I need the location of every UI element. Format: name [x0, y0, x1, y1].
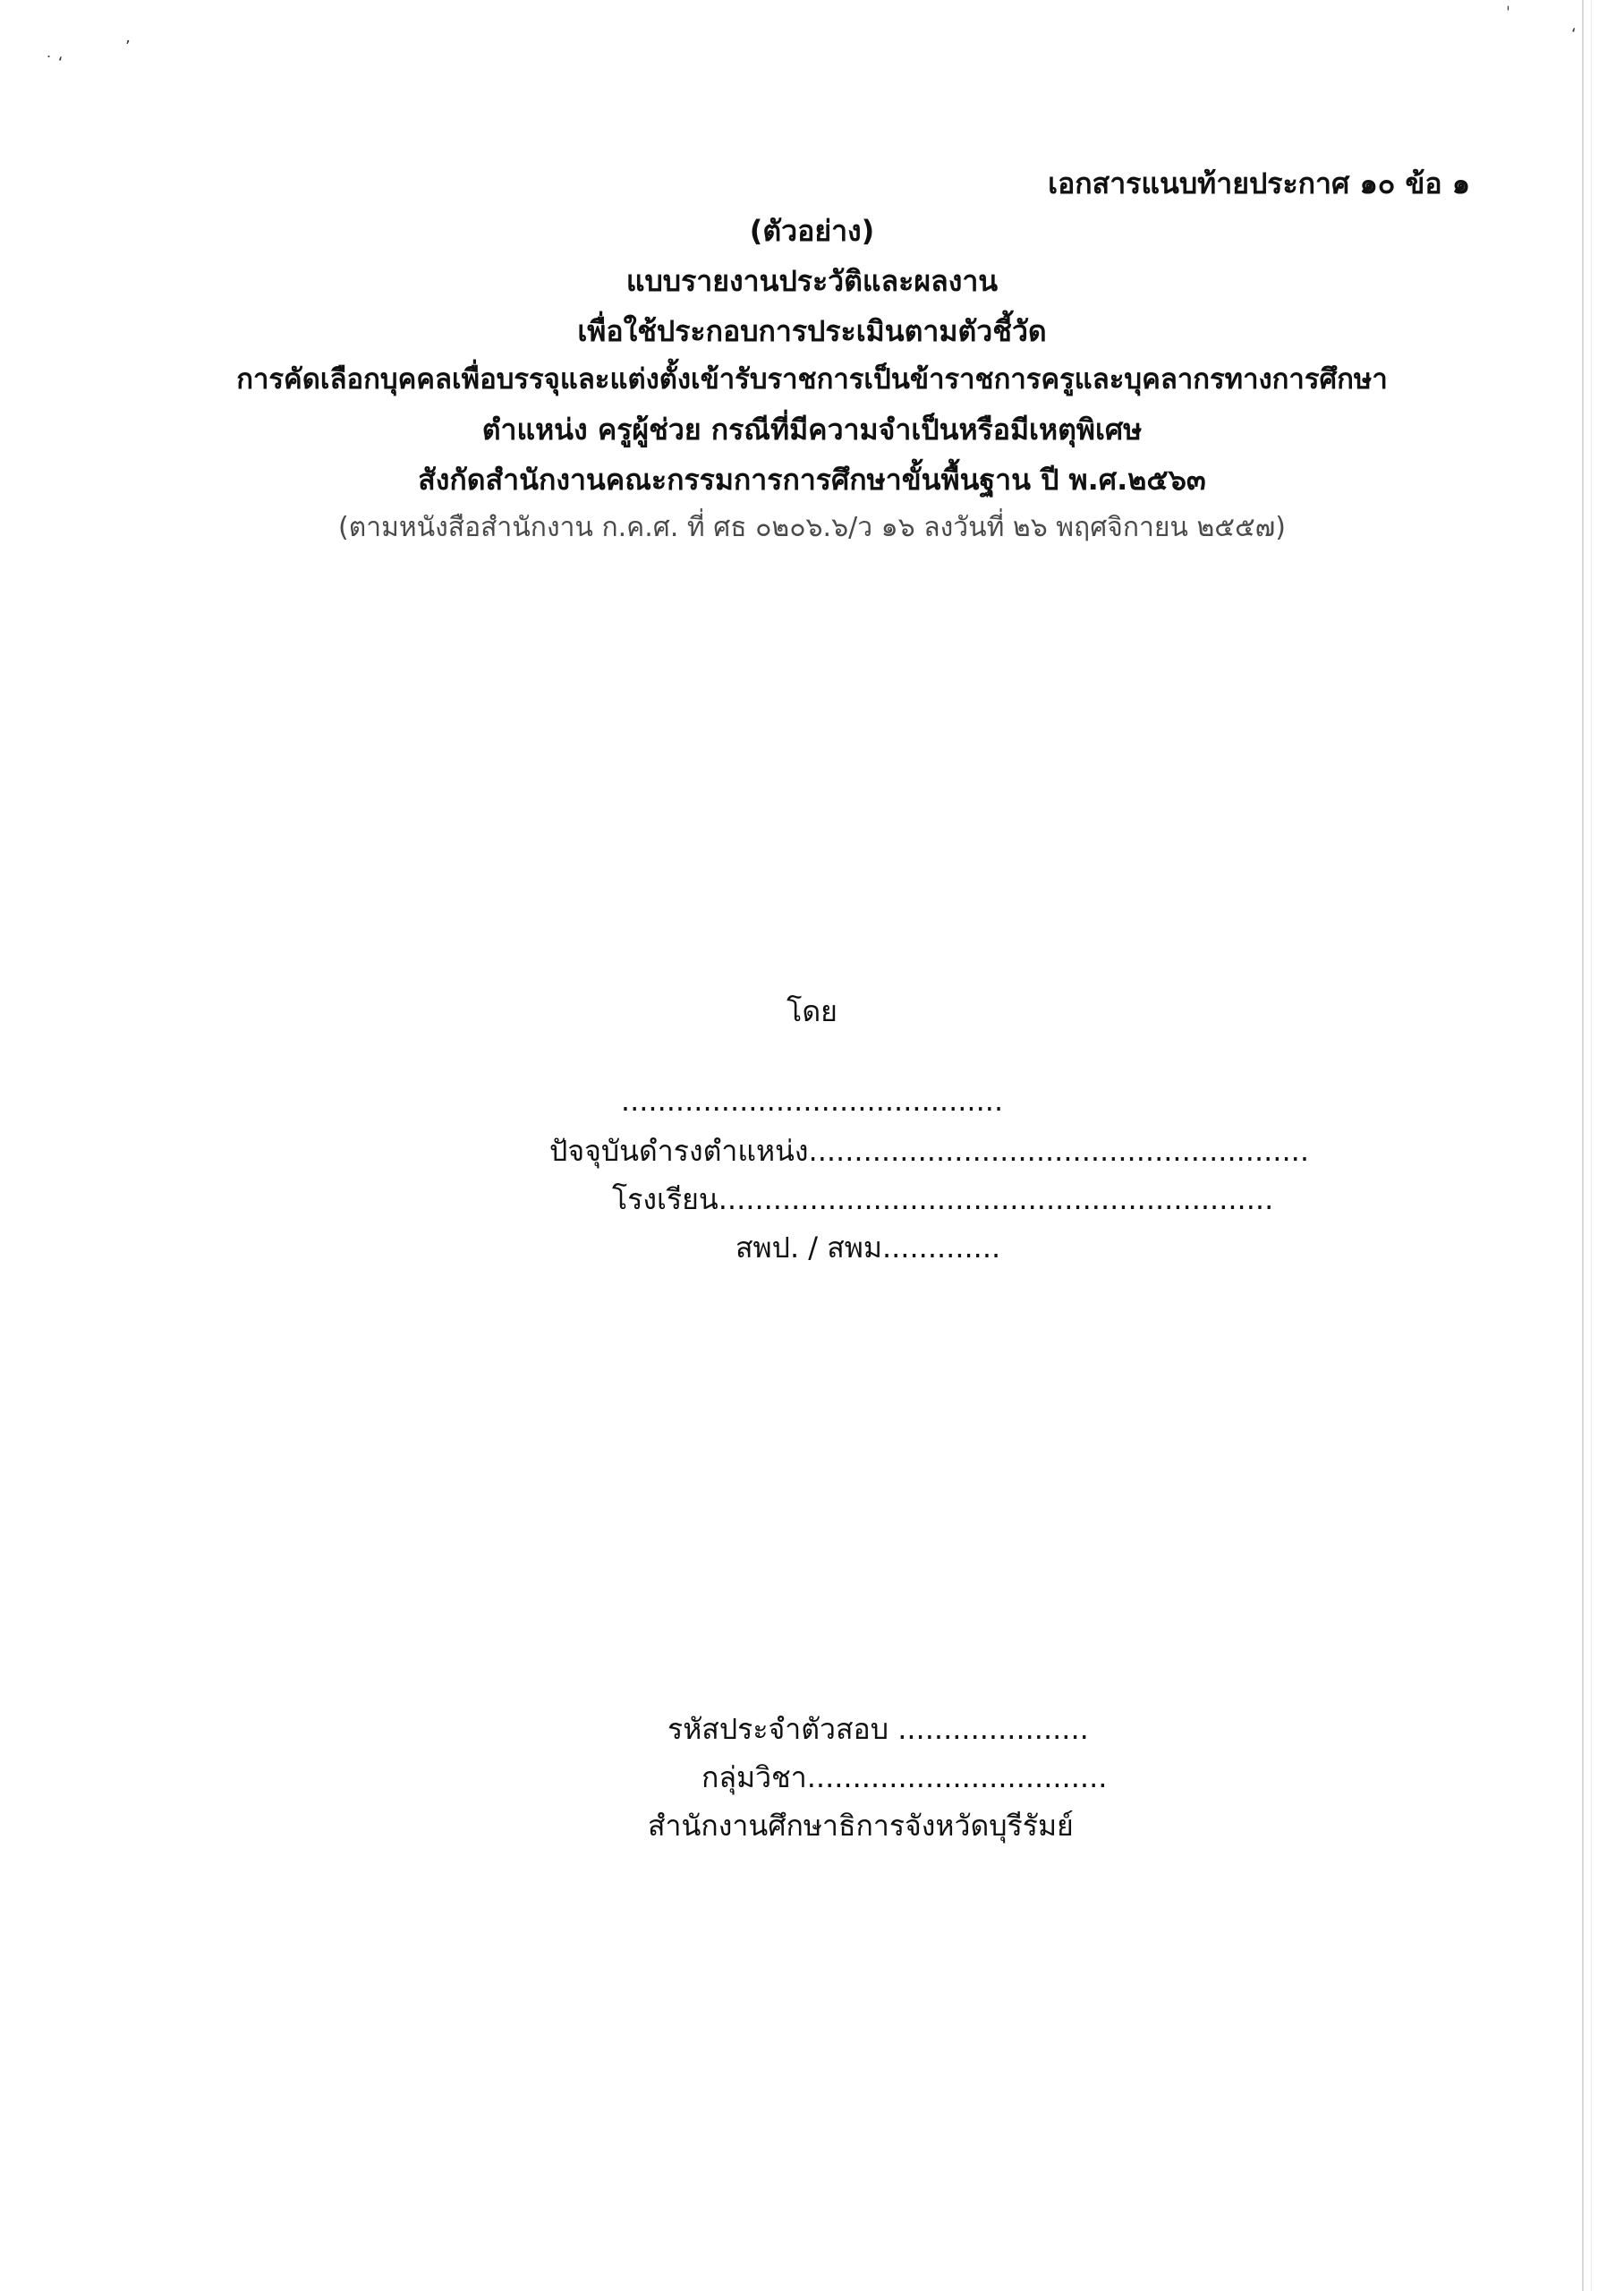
scan-speck: ˙ ʻ: [45, 54, 64, 72]
scan-speck: ʼ: [125, 38, 131, 56]
form-title-line3: การคัดเลือกบุคคลเพื่อบรรจุและแต่งตั้งเข้ารับราชการเป็นข้าราชการครูและบุคลากรทางการศึกษา: [236, 363, 1388, 396]
school-line: โรงเรียน.............................................................: [612, 1182, 1274, 1216]
name-blank: ..........................................: [620, 1084, 1004, 1118]
regulation-reference: (ตามหนังสือสำนักงาน ก.ค.ศ. ที่ ศธ ๐๒๐๖.๖/ว ๑๖ ลงวันที่ ๒๖ พฤศจิกายน ๒๕๕๗): [338, 512, 1286, 543]
attachment-reference: เอกสารแนบท้ายประกาศ ๑๐ ข้อ ๑: [1048, 166, 1470, 200]
form-title-line2: เพื่อใช้ประกอบการประเมินตามตัวชี้วัด: [577, 314, 1047, 348]
example-label: (ตัวอย่าง): [749, 214, 875, 248]
subject-group-line: กลุ่มวิชา.................................: [701, 1760, 1108, 1794]
scan-speck: ˈ: [1506, 4, 1510, 22]
provincial-office-line: สำนักงานศึกษาธิการจังหวัดบุรีรัมย์: [648, 1809, 1074, 1843]
education-area-line: สพป. / สพม.............: [735, 1231, 1001, 1265]
current-position-line: ปัจจุบันดำรงตำแหน่ง.......................................................: [549, 1134, 1309, 1168]
by-label: โดย: [786, 994, 838, 1028]
form-title-line5: สังกัดสำนักงานคณะกรรมการการศึกษาขั้นพื้นฐาน ปี พ.ศ.๒๕๖๓: [418, 463, 1206, 497]
exam-id-line: รหัสประจำตัวสอบ .....................: [667, 1712, 1089, 1746]
scan-speck: ʻ: [1571, 25, 1577, 44]
form-title-line1: แบบรายงานประวัติและผลงาน: [625, 264, 999, 298]
form-title-line4: ตำแหน่ง ครูผู้ช่วย กรณีที่มีความจำเป็นหรือมีเหตุพิเศษ: [481, 413, 1143, 447]
